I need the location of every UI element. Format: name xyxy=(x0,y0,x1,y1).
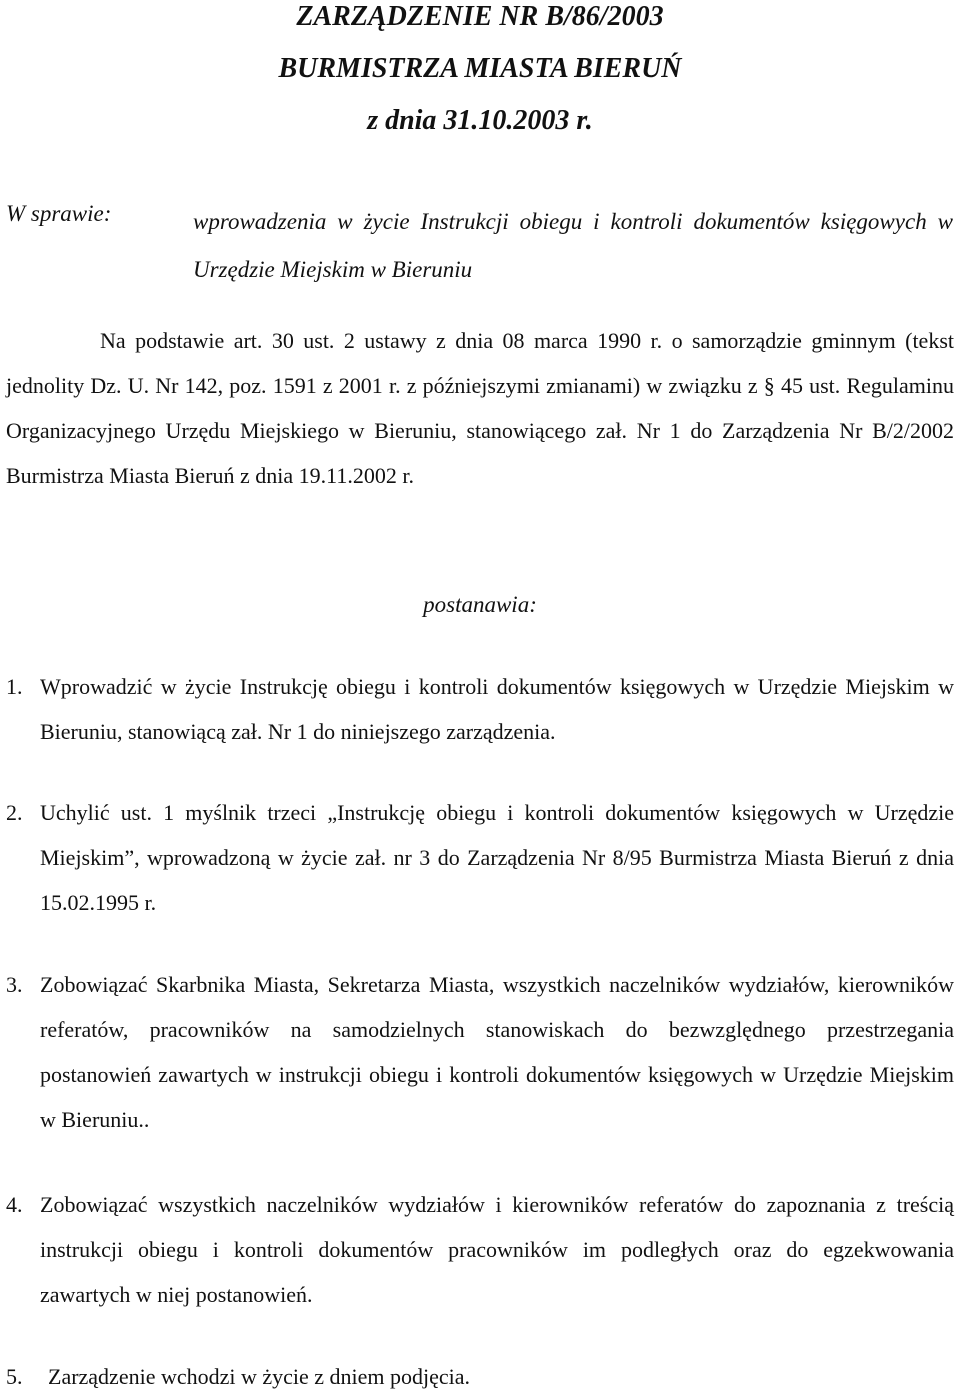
subject-text: wprowadzenia w życie Instrukcji obiegu i kontroli dokumentów księgowych w Urzędzie Miejskim w Bieruniu xyxy=(193,209,953,282)
document-title-line-2: BURMISTRZA MIASTA BIERUŃ xyxy=(278,53,682,84)
provision-number: 2. xyxy=(6,800,23,825)
document-date-line: z dnia 31.10.2003 r. xyxy=(367,105,593,136)
provision-text: Zobowiązać wszystkich naczelników wydziałów i kierowników referatów do zapoznania z treścią instrukcji obiegu i kontroli dokumentów pracowników im podległych oraz do egzekwowania zawartych w niej postanowień. xyxy=(40,1192,954,1307)
provision-number: 5. xyxy=(6,1364,23,1389)
provision-item-3 xyxy=(6,962,954,1142)
provision-text: Zobowiązać Skarbnika Miasta, Sekretarza Miasta, wszystkich naczelników wydziałów, kierowników referatów, pracowników na samodzielnych stanowiskach do bezwzględnego przestrzegania postanowień zawartych w instrukcji obiegu i kontroli dokumentów księgowych w Urzędzie Miejskim w Bieruniu.. xyxy=(40,972,954,1132)
provision-item-1 xyxy=(6,664,954,754)
document-title-line-1: ZARZĄDZENIE NR B/86/2003 xyxy=(296,1,664,32)
provision-number: 4. xyxy=(6,1192,23,1217)
subject-label: W sprawie: xyxy=(6,201,112,226)
provision-text: Wprowadzić w życie Instrukcję obiegu i kontroli dokumentów księgowych w Urzędzie Miejskim w Bieruniu, stanowiącą zał. Nr 1 do niniejszego zarządzenia. xyxy=(40,674,954,744)
provision-number: 1. xyxy=(6,674,23,699)
provision-text: Uchylić ust. 1 myślnik trzeci „Instrukcję obiegu i kontroli dokumentów księgowych w Urzędzie Miejskim”, wprowadzoną w życie zał. nr 3 do Zarządzenia Nr 8/95 Burmistrza Miasta Bieruń z dnia 15.02.1995 r. xyxy=(40,800,954,915)
provision-number: 3. xyxy=(6,972,23,997)
provision-text: Zarządzenie wchodzi w życie z dniem podjęcia. xyxy=(48,1364,471,1389)
provision-item-5 xyxy=(6,1354,954,1399)
legal-basis-paragraph: Na podstawie art. 30 ust. 2 ustawy z dnia 08 marca 1990 r. o samorządzie gminnym (tekst jednolity Dz. U. Nr 142, poz. 1591 z 2001 r. z późniejszymi zmianami) w związku z § 45 ust. Regulaminu Organizacyjnego Urzędu Miejskiego w Bieruniu, stanowiącego zał. Nr 1 do Zarządzenia Nr B/2/2002 Burmistrza Miasta Bieruń z dnia 19.11.2002 r. xyxy=(6,328,954,488)
provision-item-4 xyxy=(6,1182,954,1317)
decision-heading: postanawia: xyxy=(423,592,537,617)
provision-item-2 xyxy=(6,790,954,925)
